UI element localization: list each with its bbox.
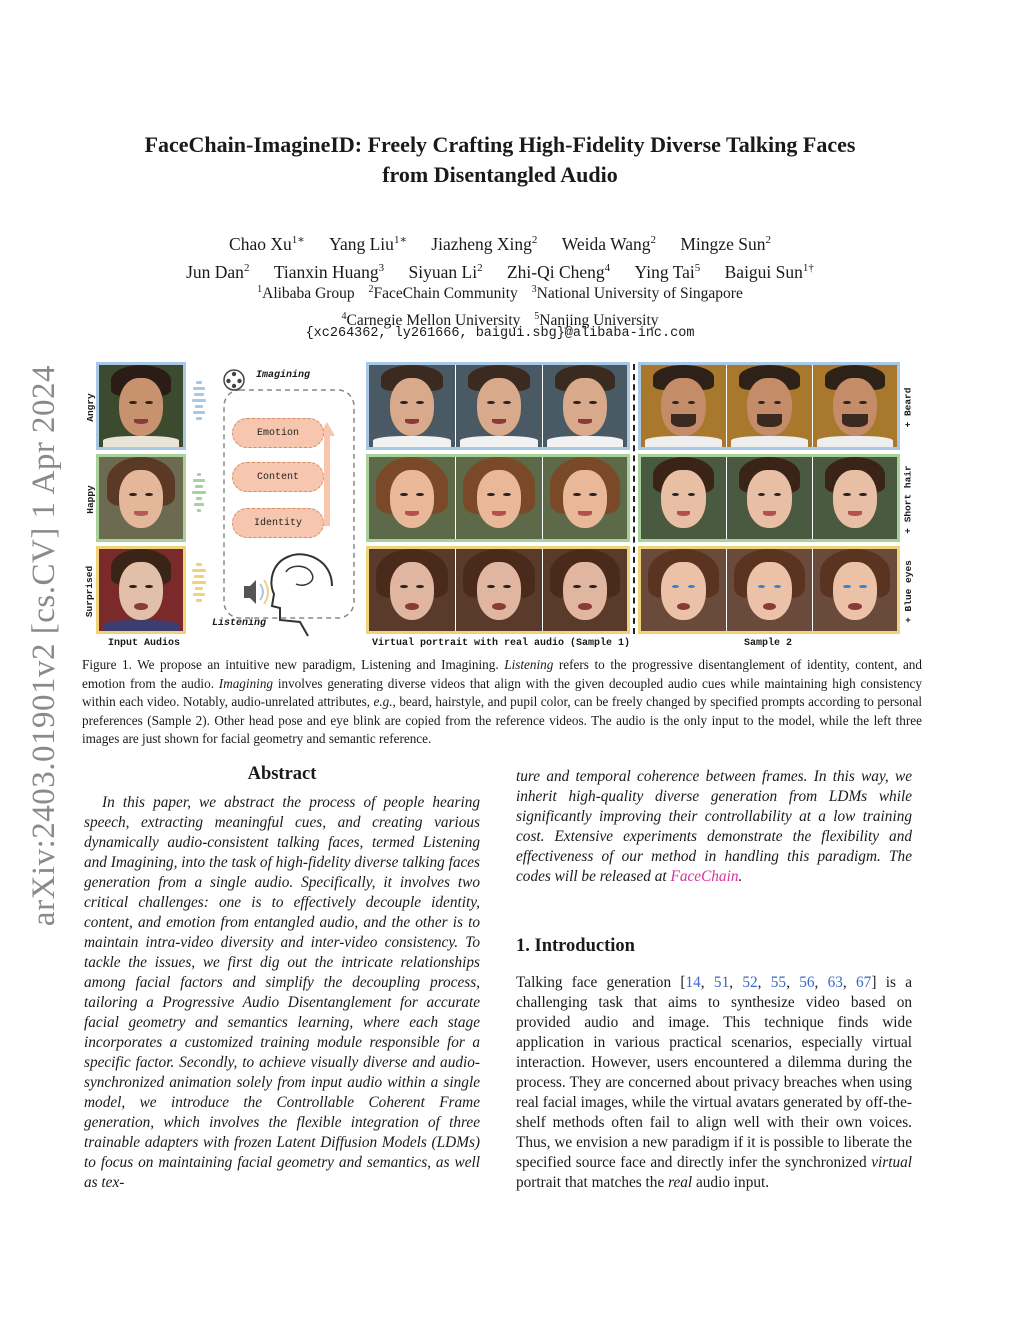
citation-link[interactable]: 51 bbox=[713, 974, 730, 991]
sample2-face bbox=[813, 365, 897, 447]
affiliations bbox=[100, 278, 900, 332]
cloud-emotion: Emotion bbox=[232, 418, 324, 448]
citation-link[interactable]: 55 bbox=[770, 974, 787, 991]
row-label-happy: Happy bbox=[84, 484, 96, 514]
sample1-face bbox=[369, 549, 455, 631]
citation-link[interactable]: 67 bbox=[856, 974, 872, 991]
sample1-face bbox=[456, 365, 542, 447]
paper-title-line2: from Disentangled Audio bbox=[382, 162, 618, 187]
input-face-happy bbox=[99, 457, 183, 539]
audio-bars-happy bbox=[192, 470, 206, 515]
speaker-icon bbox=[244, 580, 256, 604]
sample1-face bbox=[543, 365, 627, 447]
abstract-right-column: ture and temporal coherence between frames. In this way, we inherit high-quality diverse generation from LDMs while significantly improving their controllability at a low training cost. Extensive experiments demonstrate the flexibility and effectiveness of our method in handling this paradigm. The codes will be released at FaceChain. bbox=[516, 768, 912, 885]
sample2-face bbox=[727, 365, 812, 447]
author: Siyuan Li$^2$ bbox=[408, 261, 483, 282]
upward-arrow bbox=[324, 434, 330, 526]
citation-link[interactable]: 52 bbox=[742, 974, 758, 991]
introduction-text: Talking face generation [14, 51, 52, 55, 56, 63, 67] is a challenging task that aims to synthesize video based on provided audio and image. This technique finds wide application in various practical scenarios, especially virtual interaction. However, users encountered a dilemma during the process. They are concerned about privacy breaches when using real facial images, while the virtual avatars generated by off-the-shelf methods often fail to align well with their own voices. Thus, we envision a new paradigm if it is possible to liberate the specified source face and directly infer the synchronized virtual portrait that matches the real audio input. bbox=[516, 974, 912, 1191]
pipeline-diagram bbox=[212, 360, 362, 650]
author: Mingze Sun$^2$ bbox=[680, 233, 771, 254]
input-face-happy-frame bbox=[96, 454, 186, 542]
figure-1 bbox=[82, 360, 922, 652]
author: Jiazheng Xing$^2$ bbox=[431, 233, 538, 254]
sample2-face bbox=[813, 457, 897, 539]
author: Zhi-Qi Cheng$^4$ bbox=[506, 261, 611, 282]
author: Ying Tai$^5$ bbox=[634, 261, 701, 282]
label-sample2: Sample 2 bbox=[744, 638, 793, 649]
author: Jun Dan$^2$ bbox=[186, 261, 250, 282]
label-sample1: Virtual portrait with real audio (Sample 1) bbox=[372, 638, 631, 649]
sample2-face bbox=[641, 457, 726, 539]
label-input-audios: Input Audios bbox=[108, 638, 181, 649]
citation-link[interactable]: 63 bbox=[827, 974, 843, 991]
input-face-angry-frame bbox=[96, 362, 186, 450]
sample1-face bbox=[543, 549, 627, 631]
right-label-beard: + Beard bbox=[902, 387, 914, 427]
author-row-1 bbox=[100, 228, 900, 256]
imagining-label: Imagining bbox=[256, 370, 311, 381]
sample2-face bbox=[641, 365, 726, 447]
affiliation: $^1$Alibaba Group bbox=[257, 284, 355, 303]
row-label-surprised: Surprised bbox=[84, 565, 96, 617]
sample1-face bbox=[369, 365, 455, 447]
right-label-blue-eyes: + Blue eyes bbox=[902, 559, 914, 623]
cloud-content: Content bbox=[232, 462, 324, 492]
arxiv-identifier-text: arXiv:2403.01901v2 [cs.CV] 1 Apr 2024 bbox=[26, 364, 63, 926]
sample2-face bbox=[641, 549, 726, 631]
affiliation-row-1 bbox=[100, 278, 900, 305]
right-label-short-hair: + Short hair bbox=[902, 464, 914, 534]
sample1-face bbox=[543, 457, 627, 539]
input-face-angry bbox=[99, 365, 183, 447]
citation-link[interactable]: 14 bbox=[685, 974, 701, 991]
cloud-identity: Identity bbox=[232, 508, 324, 538]
arxiv-identifier bbox=[24, 360, 66, 930]
citation-link[interactable]: 56 bbox=[799, 974, 815, 991]
input-face-surprised-frame bbox=[96, 546, 186, 634]
author-list bbox=[100, 228, 900, 284]
affiliation: $^3$National University of Singapore bbox=[531, 284, 743, 303]
affiliation: $^4$Carnegie Mellon University bbox=[341, 311, 521, 330]
affiliation: $^2$FaceChain Community bbox=[368, 284, 518, 303]
abstract-heading: Abstract bbox=[247, 764, 317, 784]
author: Baigui Sun$^{1\dagger}$ bbox=[724, 261, 814, 282]
sample1-face bbox=[456, 457, 542, 539]
sample2-face bbox=[727, 457, 812, 539]
sample1-face bbox=[369, 457, 455, 539]
facechain-link[interactable]: FaceChain bbox=[670, 868, 739, 885]
audio-bars-surprised bbox=[192, 560, 206, 605]
row-label-angry: Angry bbox=[84, 392, 96, 422]
sample-divider bbox=[633, 364, 635, 634]
listening-label: Listening bbox=[212, 618, 267, 629]
author-email[interactable]: {xc264362, ly261666, baigui.sbg}@alibaba-inc.com bbox=[305, 326, 695, 341]
affiliation: $^5$Nanjing University bbox=[534, 311, 659, 330]
sample2-face bbox=[727, 549, 812, 631]
author: Yang Liu$^{1∗}$ bbox=[329, 233, 407, 254]
sample2-face bbox=[813, 549, 897, 631]
paper-title bbox=[100, 130, 900, 190]
audio-bars-angry bbox=[192, 378, 206, 423]
author: Tianxin Huang$^3$ bbox=[273, 261, 385, 282]
figure-caption: Figure 1. We propose an intuitive new paradigm, Listening and Imagining. Listening refers to the progressive disentanglement of identity, content, and emotion from the audio. Imagining involves generating diverse videos that align with the given decoupled audio cues while maintaining high consistency within each video. Notably, audio-unrelated attributes, e.g., beard, hairstyle, and pupil color, can be freely changed by specified prompts according to personal preferences (Sample 2). Other head pose and eye blink are copied from the reference videos. The audio is the only input to the model, while the left three images are just shown for facial geometry and semantic reference. bbox=[82, 657, 923, 746]
sample1-face bbox=[456, 549, 542, 631]
introduction-heading: 1. Introduction bbox=[516, 936, 635, 956]
author: Chao $Xu^{1∗}$ bbox=[229, 233, 305, 254]
paper-title-line1: FaceChain-ImagineID: Freely Crafting High-Fidelity Diverse Talking Faces bbox=[144, 132, 856, 157]
author: Weida Wang$^2$ bbox=[561, 233, 656, 254]
abstract-left-column: In this paper, we abstract the process of people hearing speech, extracting meaningful cues, and creating various dynamically audio-consistent talking faces, termed Listening and Imagining, into the task of high-fidelity diverse talking faces generation from a single audio. Specifically, it involves two critical challenges: one is to effectively decouple identity, content, and emotion from entangled audio, and the other is to maintain intra-video diversity and inter-video consistency. To tackle the issues, we first dig out the intricate relationships among facial factors and simplify the decoupling process, tailoring a Progressive Audio Disentanglement for accurate facial geometry and semantics learning, where each stage incorporates a customized training module responsible for a specific factor. Secondly, to achieve visually diverse and audio-synchronized animation solely from input audio within a single model, we introduce the Controllable Coherent Frame generation, which involves the flexible integration of three trainable adapters with frozen Latent Diffusion Models (LDMs) to focus on maintaining facial geometry and semantics, as well as tex- bbox=[84, 794, 480, 1191]
input-face-surprised bbox=[99, 549, 183, 631]
